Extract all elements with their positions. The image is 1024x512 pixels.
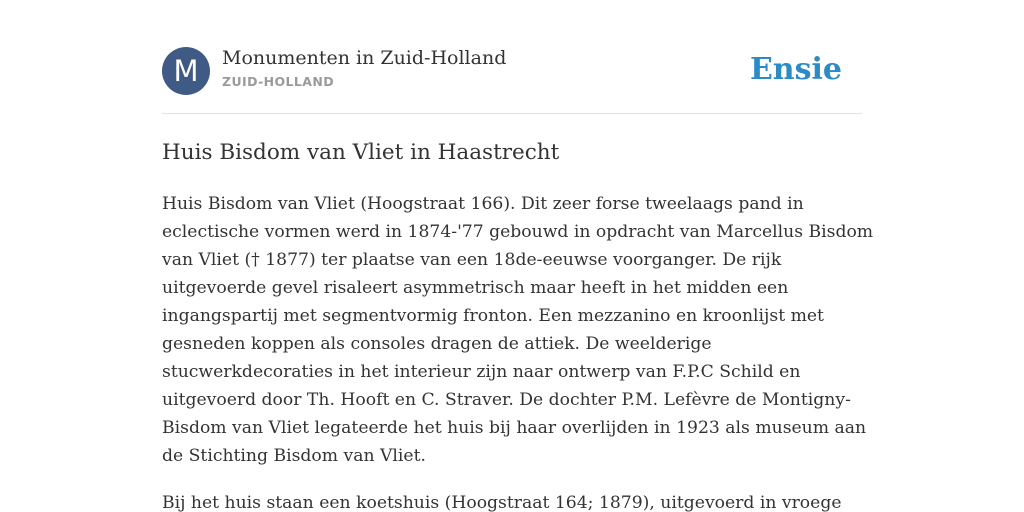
- article-paragraph-2: [162, 489, 862, 512]
- article-paragraph-1: [162, 190, 874, 470]
- paragraph-line: ingangspartij met segmentvormig fronton. Een mezzanino en kroonlijst met: [162, 306, 824, 326]
- article-body: [162, 190, 874, 512]
- article-title: Huis Bisdom van Vliet in Haastrecht: [162, 140, 560, 165]
- ensie-logo-link[interactable]: Ensie: [749, 52, 842, 87]
- paragraph-line: uitgevoerde gevel risaleert asymmetrisch maar heeft in het midden een: [162, 278, 789, 298]
- source-region-link[interactable]: ZUID-HOLLAND: [222, 74, 334, 89]
- paragraph-line: Bij het huis staan een koetshuis (Hoogstraat 164; 1879), uitgevoerd in vroege: [162, 493, 842, 512]
- paragraph-line: van Vliet († 1877) ter plaatse van een 18de-eeuwse voorganger. De rijk: [162, 250, 782, 270]
- header-divider: [162, 113, 862, 114]
- paragraph-line: Bisdom van Vliet legateerde het huis bij haar overlijden in 1923 als museum aan: [162, 418, 867, 438]
- paragraph-line: stucwerkdecoraties in het interieur zijn naar ontwerp van F.P.C Schild en: [162, 362, 801, 382]
- source-header: [162, 46, 862, 96]
- paragraph-line: Huis Bisdom van Vliet (Hoogstraat 166). Dit zeer forse tweelaags pand in: [162, 194, 804, 214]
- paragraph-line: uitgevoerd door Th. Hooft en C. Straver. De dochter P.M. Lefèvre de Montigny-: [162, 390, 851, 410]
- paragraph-line: eclectische vormen werd in 1874-'77 gebouwd in opdracht van Marcellus Bisdom: [162, 222, 874, 242]
- source-avatar[interactable]: M: [162, 47, 210, 95]
- source-title-link[interactable]: Monumenten in Zuid-Holland: [222, 47, 507, 69]
- paragraph-line: de Stichting Bisdom van Vliet.: [162, 446, 426, 466]
- paragraph-line: gesneden koppen als consoles dragen de attiek. De weelderige: [162, 334, 712, 354]
